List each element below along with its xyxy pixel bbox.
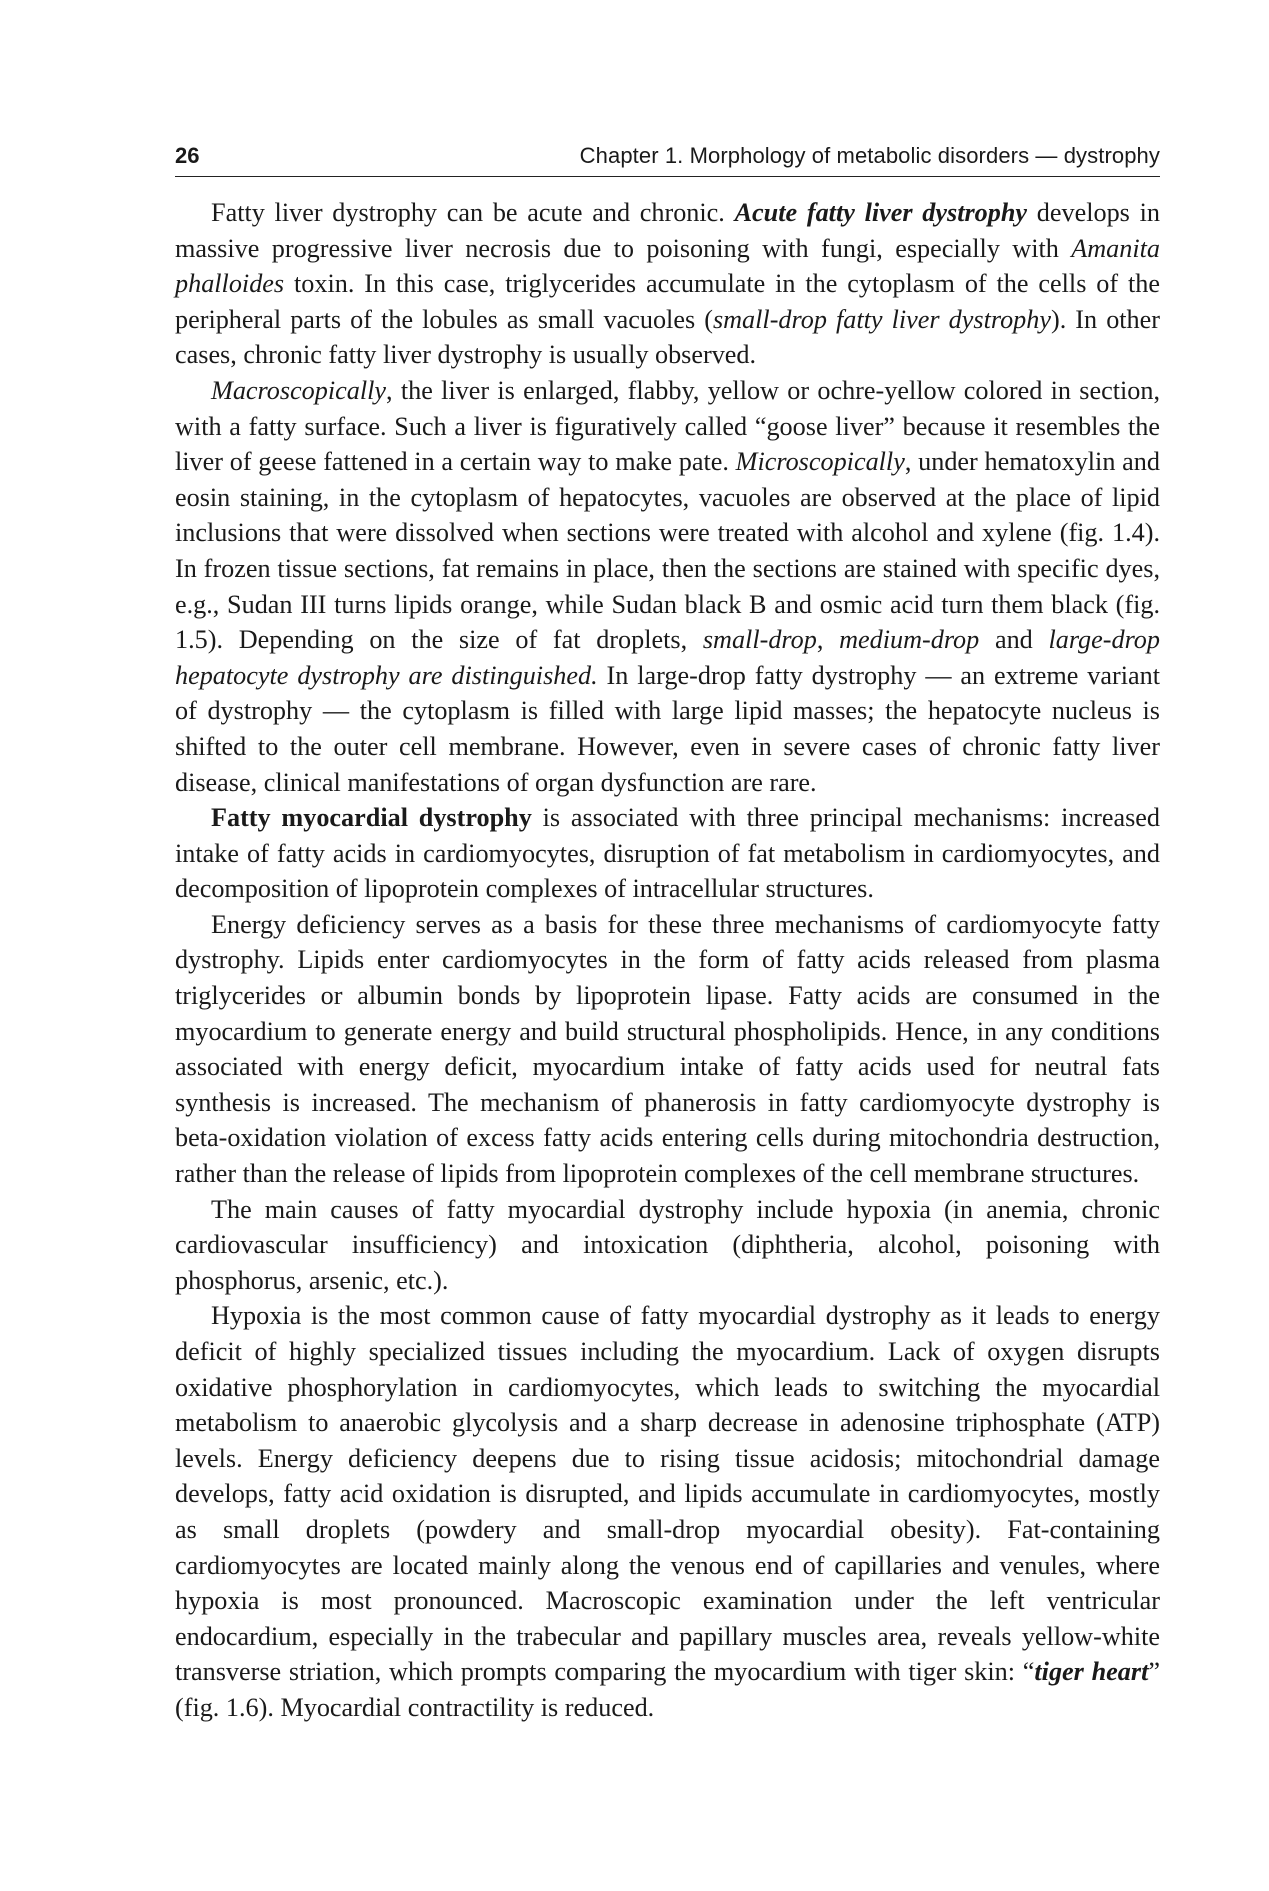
running-head-title: Chapter 1. Morphology of metabolic disorders — dystrophy bbox=[579, 143, 1160, 168]
page-number: 26 bbox=[175, 143, 200, 168]
term-fatty-myocardial-dystrophy: Fatty myocardial dystrophy bbox=[211, 803, 532, 833]
term-microscopically: Microscopically bbox=[735, 447, 905, 477]
term-acute-fatty-liver-dystrophy: Acute fatty liver dystrophy bbox=[734, 198, 1028, 227]
text-run: is associated with three principal mechanisms: increased intake of fatty acids in cardiomyocytes, disruption of fat metabolism in cardiomyocytes, and decomposition of lipoprotein complexes of intracellular structures. bbox=[175, 803, 1160, 904]
term-tiger-heart: tiger heart bbox=[1034, 1657, 1149, 1687]
text-run: , the liver is enlarged, flabby, yellow or ochre-yellow colored in section, with a fatty surface. Such a liver is figuratively called “goose liver” because it resembles the liver of geese fattened in a certain way to make pate. bbox=[175, 375, 1160, 477]
text-run: ” (fig. 1.6). Myocardial contractility is reduced. bbox=[175, 1657, 1160, 1722]
text-run: In large-drop fatty dystrophy — an extreme variant of dystrophy — the cytoplasm is filled with large lipid masses; the hepatocyte nucleus is shifted to the outer cell membrane. However, even in severe cases of chronic fatty liver disease, clinical manifestations of organ dysfunction are rare. bbox=[175, 660, 1160, 797]
page-header bbox=[175, 138, 1160, 177]
text-run: and bbox=[979, 625, 1049, 655]
text-run: develops in massive progressive liver necrosis due to poisoning with fungi, especially with bbox=[175, 198, 1160, 263]
text-run: Energy deficiency serves as a basis for these three mechanisms of cardiomyocyte fatty dystrophy. Lipids enter cardiomyocytes in the form of fatty acids released from plasma triglycerides or albumin bonds by lipoprotein lipase. Fatty acids are consumed in the myocardium to generate energy and build structural phospholipids. Hence, in any conditions associated with energy deficit, myocardium intake of fatty acids used for neutral fats synthesis is increased. The mechanism of phanerosis in fatty cardiomyocyte dystrophy is beta-oxidation violation of excess fatty acids entering cells during mitochondria destruction, rather than the release of lipids from lipoprotein complexes of the cell membrane structures. bbox=[175, 909, 1160, 1189]
text-run: Fatty liver dystrophy can be acute and chronic. bbox=[211, 198, 735, 227]
text-run: ). In other cases, chronic fatty liver dystrophy is usually observed. bbox=[175, 304, 1160, 370]
term-large-drop: large-drop hepatocyte dystrophy are distinguished. bbox=[175, 625, 1160, 690]
paragraph-macro-micro bbox=[175, 373, 1160, 800]
paragraph-hypoxia bbox=[175, 1298, 1160, 1725]
text-run: The main causes of fatty myocardial dystrophy include hypoxia (in anemia, chronic cardiovascular insufficiency) and intoxication (diphtheria, alcohol, poisoning with phosphorus, arsenic, etc.). bbox=[175, 1194, 1160, 1295]
text-run: toxin. In this case, triglycerides accumulate in the cytoplasm of the cells of the peripheral parts of the lobules as small vacuoles ( bbox=[175, 269, 1160, 334]
paragraph-energy-deficiency bbox=[175, 907, 1160, 1192]
term-small-drop: small-drop bbox=[702, 625, 817, 655]
paragraph-fatty-myocardial bbox=[175, 800, 1160, 907]
paragraph-acute-fatty-liver bbox=[175, 195, 1160, 373]
text-run: Hypoxia is the most common cause of fatty myocardial dystrophy as it leads to energy deficit of highly specialized tissues including the myocardium. Lack of oxygen disrupts oxidative phosphorylation in cardiomyocytes, which leads to switching the myocardial metabolism to anaerobic glycolysis and a sharp decrease in adenosine triphosphate (ATP) levels. Energy deficiency deepens due to rising tissue acidosis; mitochondrial damage develops, fatty acid oxidation is disrupted, and lipids accumulate in cardiomyocytes, mostly as small droplets (powdery and small-drop myocardial obesity). Fat-containing cardiomyocytes are located mainly along the venous end of capillaries and venules, where hypoxia is most pronounced. Macroscopic examination under the left ventricular endocardium, especially in the trabecular and papillary muscles area, reveals yellow-white transverse striation, which prompts comparing the myocardium with tiger skin: “ bbox=[175, 1301, 1160, 1687]
term-medium-drop: medium-drop bbox=[839, 625, 980, 655]
body-text bbox=[175, 195, 1160, 1726]
term-macroscopically: Macroscopically bbox=[211, 375, 387, 405]
paragraph-main-causes bbox=[175, 1192, 1160, 1299]
text-run: , bbox=[816, 625, 840, 655]
term-small-drop-fatty-liver-dystrophy: small-drop fatty liver dystrophy bbox=[712, 304, 1051, 334]
text-run: , under hematoxylin and eosin staining, in the cytoplasm of hepatocytes, vacuoles are observed at the place of lipid inclusions that were dissolved when sections were treated with alcohol and xylene (fig. 1.4). In frozen tissue sections, fat remains in place, then the sections are stained with specific dyes, e.g., Sudan III turns lipids orange, while Sudan black B and osmic acid turn them black (fig. 1.5). Depending on the size of fat droplets, bbox=[175, 447, 1160, 655]
term-amanita-phalloides: Amanita phalloides bbox=[175, 233, 1160, 299]
